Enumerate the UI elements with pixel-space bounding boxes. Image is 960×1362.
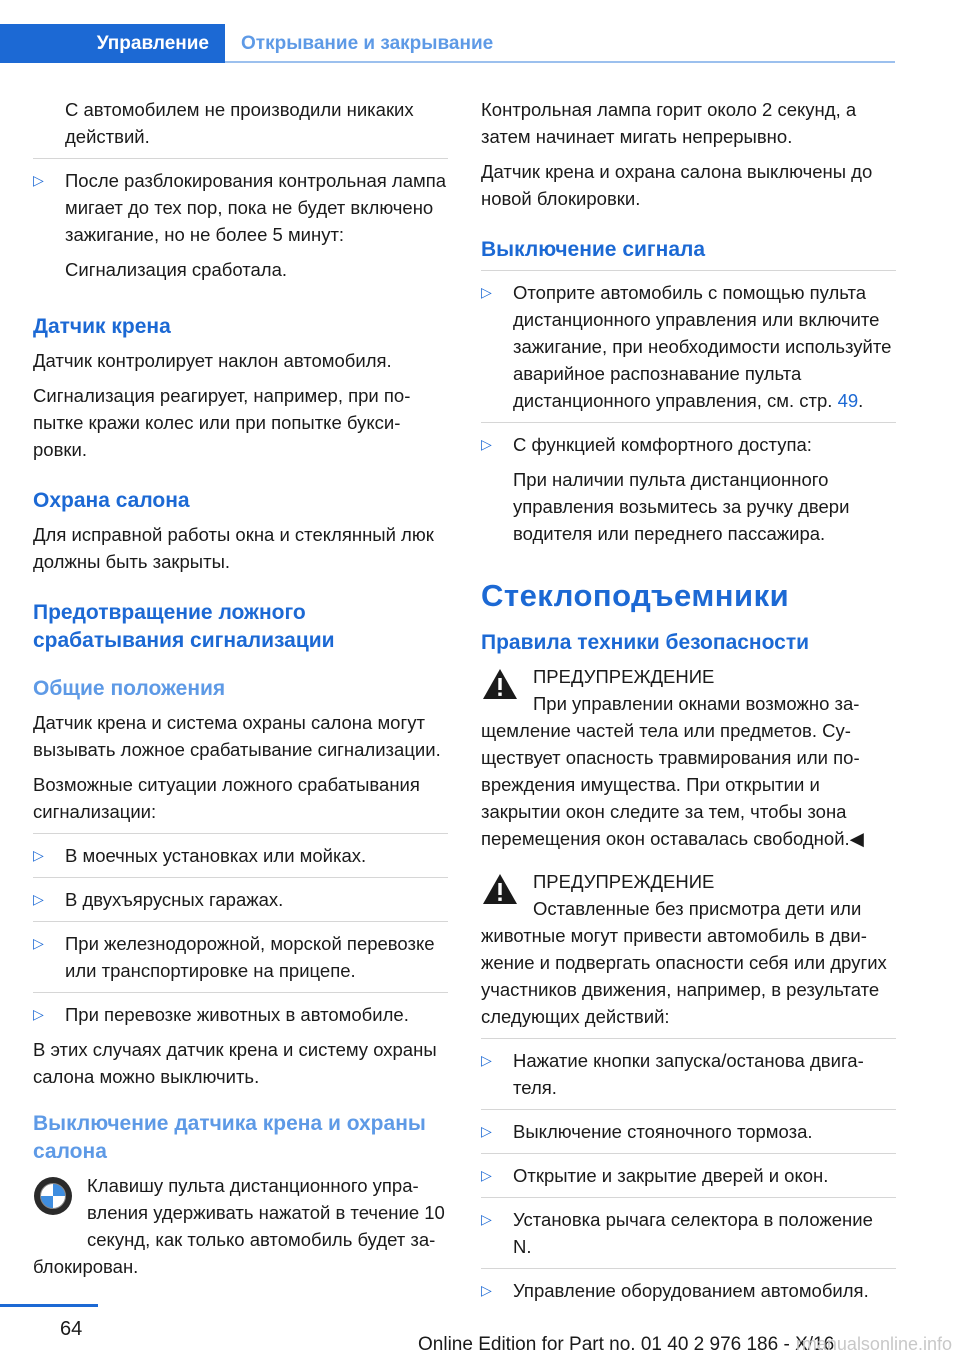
- list-item: ▷ Отоприте автомобиль с помощью пульта дистанционного управления или включите зажигание, при необходимости используйте аварийное распознавание пульта дистанционного управления, см. стр. 49.: [481, 279, 896, 414]
- triangle-right-outline-icon: ▷: [481, 1123, 492, 1139]
- list-item: [33, 167, 448, 283]
- header-subsection: Открывание и закрывание: [241, 32, 494, 54]
- separator: [481, 422, 896, 423]
- list-item-subtext: Сигнализация сработала.: [65, 259, 288, 280]
- warning-triangle-icon: [481, 872, 519, 913]
- warning-text: При управлении окнами возможно защемление частей тела или предметов. Существует опасность травмирования или повреждения имущества. При открытии и закрытии окон следите за тем, чтобы зона перемещения окон оставалась свободной.◀: [481, 693, 864, 849]
- paragraph: Для исправной работы окна и стеклянный люк должны быть закрыты.: [33, 524, 434, 572]
- list-item-text: Отоприте автомобиль с помощью пульта дистанционного управления или включите зажигание, при необходимости используйте аварийное распознавание пульта дистанционного управления, см. стр.: [513, 282, 892, 411]
- list-item-text: В моечных установках или мойках.: [65, 845, 367, 866]
- edition-note: Online Edition for Part no. 01 40 2 976 186 - X/16: [418, 1334, 835, 1355]
- list-item-text: Установка рычага селектора в положение N.: [513, 1209, 873, 1257]
- list-item: [33, 930, 448, 984]
- heading-general: Общие положения: [33, 677, 226, 700]
- triangle-right-outline-icon: ▷: [33, 1006, 44, 1022]
- triangle-right-outline-icon: ▷: [481, 1167, 492, 1183]
- paragraph: Датчик крена и охрана салона выключены до новой блокировки.: [481, 161, 873, 209]
- heading-interior-protection: Охрана салона: [33, 489, 190, 512]
- paragraph: В этих случаях датчик крена и систему охраны салона можно выключить.: [33, 1039, 437, 1087]
- separator: [481, 1268, 896, 1269]
- paragraph: Возможные ситуации ложного срабатывания сигнализации:: [33, 774, 420, 822]
- list-item-subtext: При наличии пульта дистанционного управления возьмитесь за ручку двери водителя или переднего пассажира.: [513, 469, 850, 544]
- list-item: [33, 886, 448, 913]
- list-item-text: При железнодорожной, морской перевозке или транспортировке на прицепе.: [65, 933, 435, 981]
- heading-disable-sensors: Выключение датчика крена и охраны салона: [33, 1112, 426, 1163]
- list-item: [481, 1206, 896, 1260]
- page-number: 64: [60, 1318, 83, 1340]
- triangle-right-outline-icon: ▷: [33, 891, 44, 907]
- footer-accent-line: [0, 1304, 98, 1307]
- separator: [33, 921, 448, 922]
- triangle-right-outline-icon: ▷: [33, 935, 44, 951]
- warning-triangle-icon: [481, 667, 519, 708]
- triangle-right-outline-icon: ▷: [33, 172, 44, 188]
- paragraph-intro: С автомобилем не производили никаких действий.: [65, 99, 414, 147]
- list-item-text: Открытие и закрытие дверей и окон.: [513, 1165, 829, 1186]
- warning-title: ПРЕДУПРЕЖДЕНИЕ: [533, 871, 715, 892]
- warning-block: [481, 868, 896, 1030]
- paragraph: Клавишу пульта дистанционного управления удерживать нажатой в течение 10 секунд, как только автомобиль будет заблокирован.: [33, 1175, 445, 1277]
- triangle-right-outline-icon: ▷: [481, 1282, 492, 1298]
- list-item: [33, 1001, 448, 1028]
- list-item-text: Нажатие кнопки запуска/останова двигателя.: [513, 1050, 864, 1098]
- list-item-text: При перевозке животных в автомобиле.: [65, 1004, 409, 1025]
- header-divider: [225, 61, 895, 63]
- separator: [33, 833, 448, 834]
- right-column: [481, 96, 896, 1312]
- heading-signal-off: Выключение сигнала: [481, 238, 706, 261]
- warning-text: Оставленные без присмотра дети или животные могут привести автомобиль в движение и подвергать опасности себя или других участников движения, например, в результате следующих действий:: [481, 898, 887, 1027]
- list-item-text: Управление оборудованием автомобиля.: [513, 1280, 869, 1301]
- warning-block: [481, 663, 896, 852]
- triangle-right-outline-icon: ▷: [481, 1052, 492, 1068]
- paragraph: Сигнализация реагирует, например, при попытке кражи колес или при попытке буксировки.: [33, 385, 411, 460]
- separator: [481, 1197, 896, 1198]
- heading-false-alarm: Предотвращение ложного срабатывания сигнализации: [33, 601, 335, 652]
- list-item: [481, 1047, 896, 1101]
- disable-instruction: [33, 1172, 448, 1280]
- triangle-right-outline-icon: ▷: [481, 436, 492, 452]
- list-item-text: Выключение стояночного тормоза.: [513, 1121, 813, 1142]
- page-reference-link[interactable]: 49: [837, 390, 859, 411]
- header-section-tab: [0, 24, 225, 63]
- paragraph: Датчик контролирует наклон автомобиля.: [33, 350, 392, 371]
- list-item: [481, 431, 896, 547]
- list-item-text: В двухъярусных гаражах.: [65, 889, 284, 910]
- separator: [481, 270, 896, 271]
- separator: [481, 1038, 896, 1039]
- list-item: [481, 1162, 896, 1189]
- separator: [481, 1109, 896, 1110]
- watermark: rmanualsonline.info: [795, 1334, 952, 1354]
- separator: [33, 877, 448, 878]
- triangle-right-outline-icon: ▷: [481, 284, 492, 300]
- list-item: [481, 1277, 896, 1304]
- list-item: [33, 842, 448, 869]
- list-item: [481, 1118, 896, 1145]
- heading-safety-rules: Правила техники безопасности: [481, 631, 810, 654]
- separator: [33, 992, 448, 993]
- triangle-right-outline-icon: ▷: [33, 847, 44, 863]
- heading-tilt-sensor: Датчик крена: [33, 315, 171, 338]
- left-column: [33, 96, 448, 1280]
- triangle-right-outline-icon: ▷: [481, 1211, 492, 1227]
- heading-power-windows: Стеклоподъемники: [481, 578, 790, 613]
- paragraph: Датчик крена и система охраны салона могут вызывать ложное срабатывание сигнализации.: [33, 712, 441, 760]
- header-section-label: Управление: [96, 32, 209, 54]
- paragraph: Контрольная лампа горит около 2 секунд, а затем начинает мигать непрерывно.: [481, 99, 857, 147]
- list-item-text: С функцией комфортного доступа:: [513, 434, 812, 455]
- warning-title: ПРЕДУПРЕЖДЕНИЕ: [533, 666, 715, 687]
- list-item-text: После разблокирования контрольная лампа мигает до тех пор, пока не будет включено зажигание, но не более 5 минут:: [65, 170, 447, 245]
- bmw-logo-icon: [33, 1176, 73, 1223]
- separator: [481, 1153, 896, 1154]
- separator: [33, 158, 448, 159]
